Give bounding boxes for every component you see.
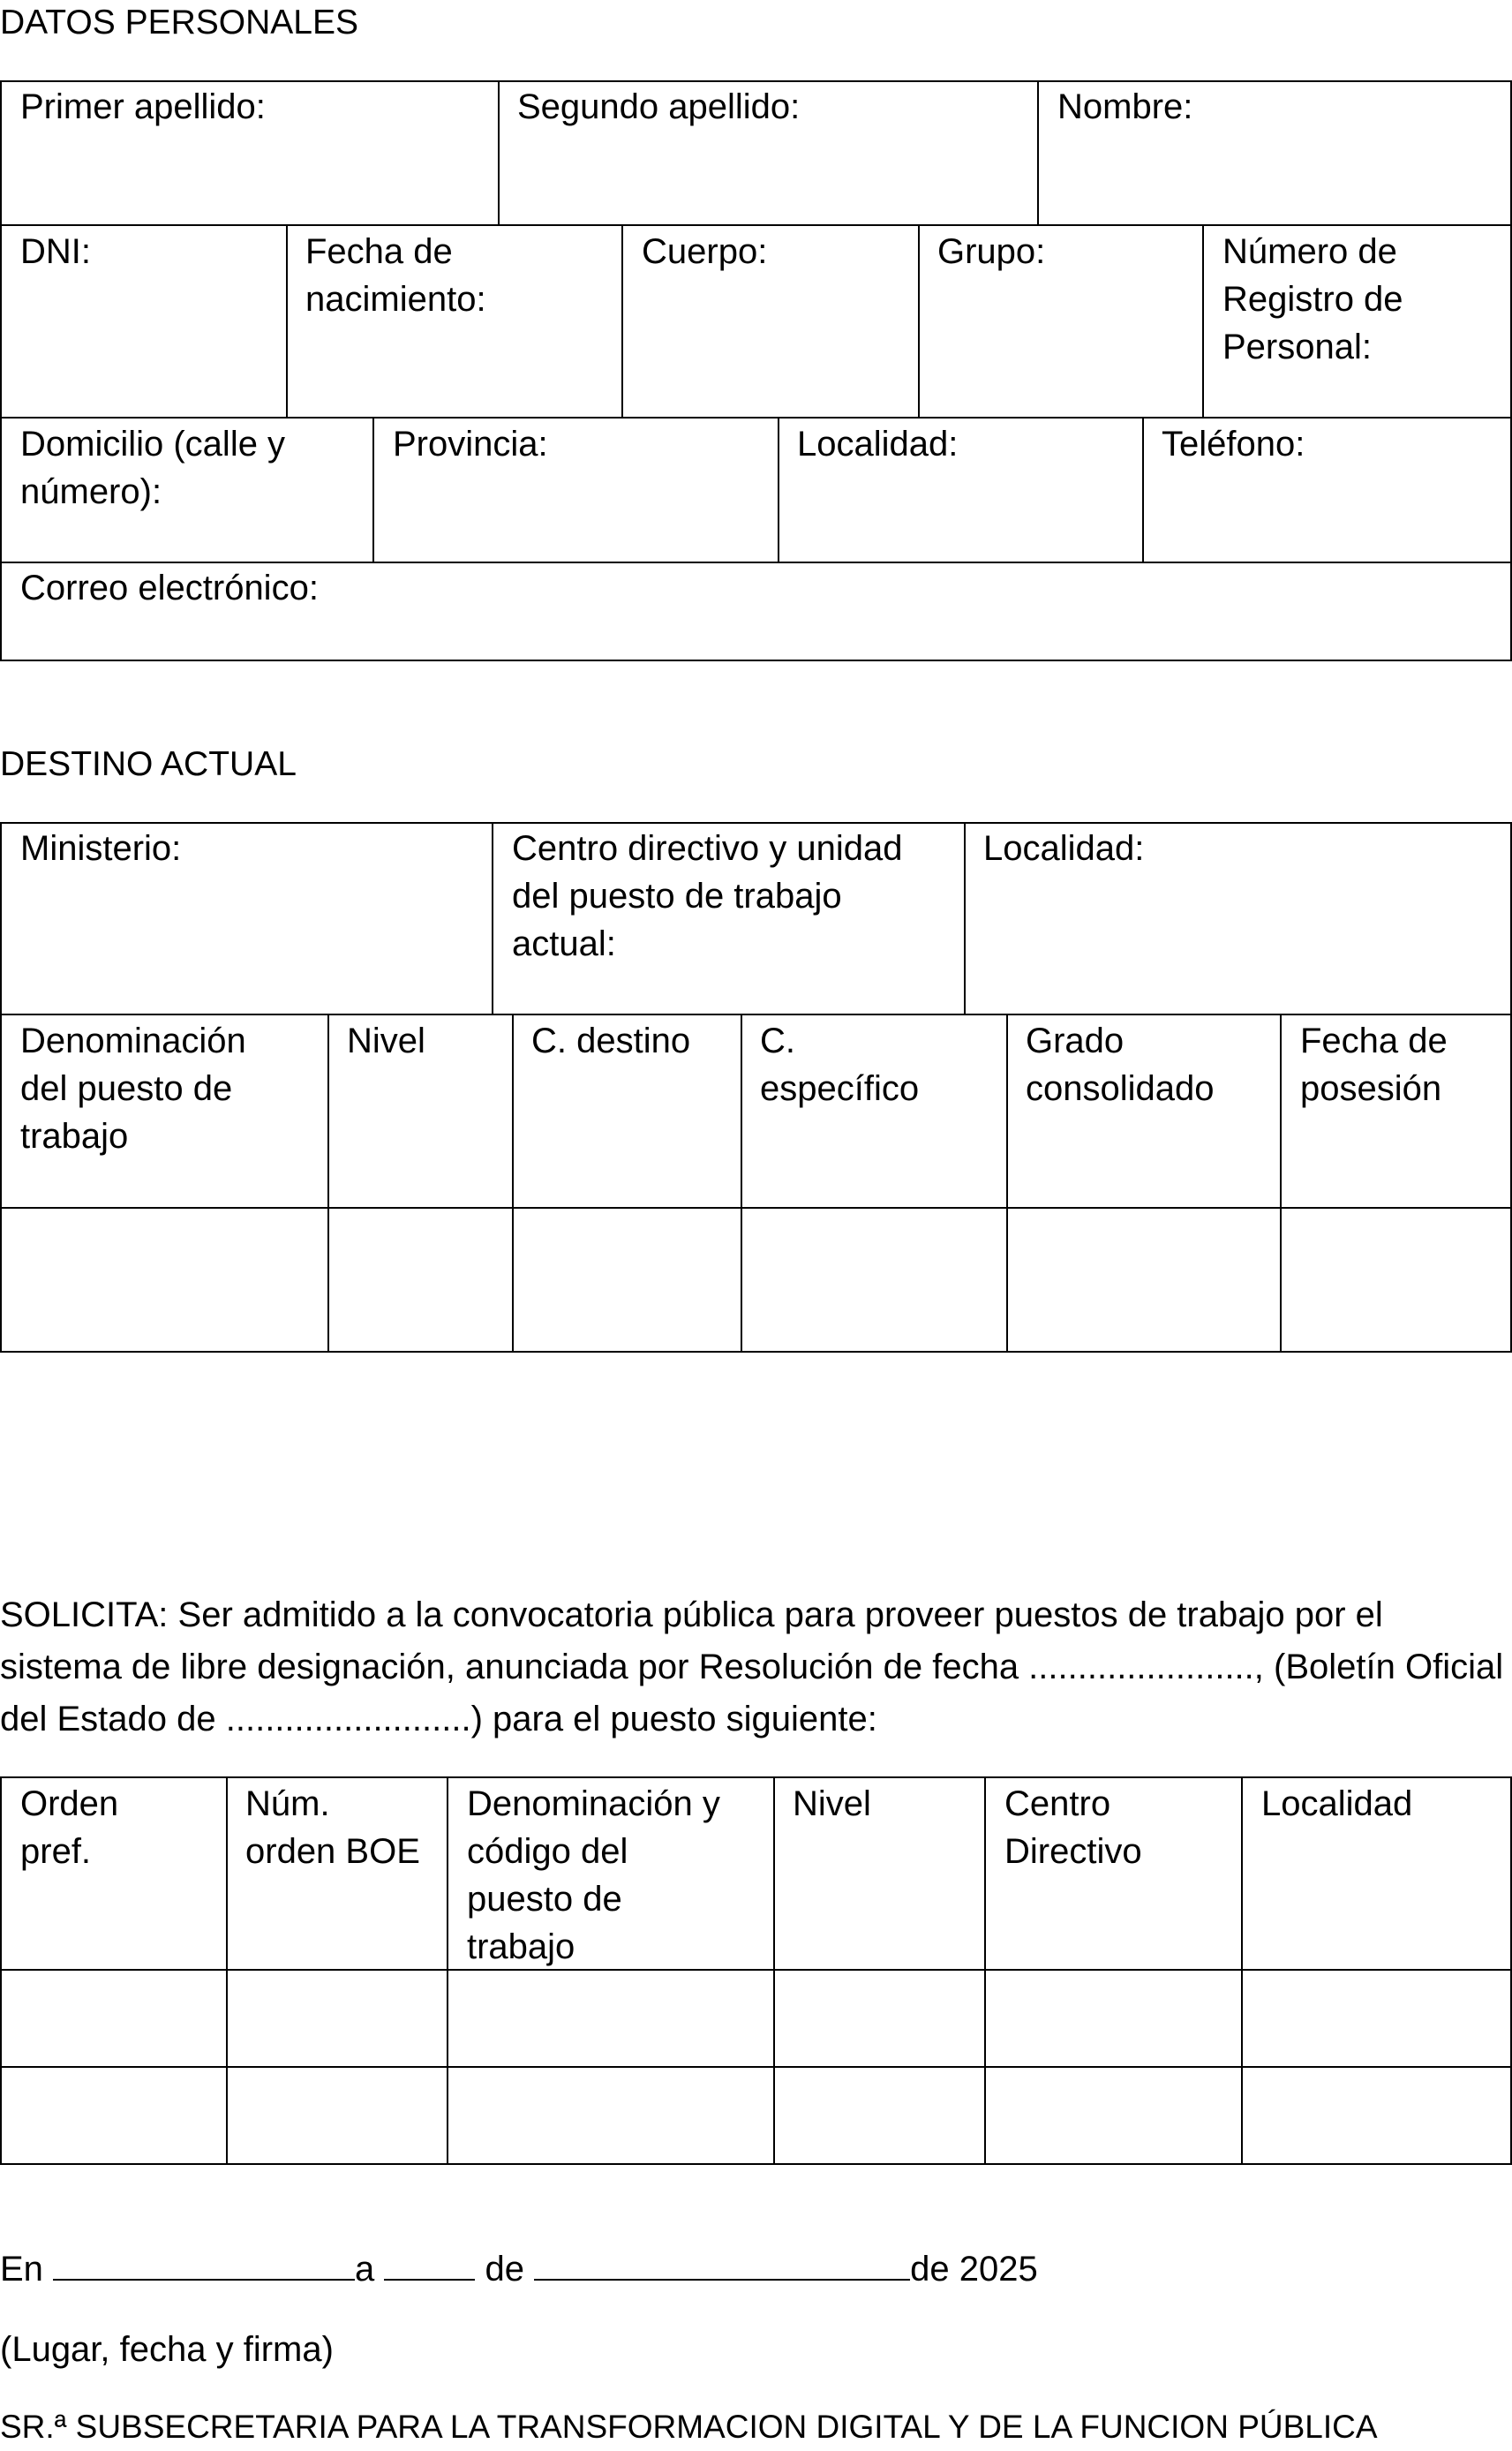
table-border <box>0 224 1512 226</box>
label-correo-electronico: Correo electrónico: <box>20 569 319 607</box>
label-a: a <box>355 2250 385 2289</box>
footer-destinatario: SR.ª SUBSECRETARIA PARA LA TRANSFORMACION DIGITAL Y DE LA FUNCION PÚBLICA <box>0 2409 1378 2445</box>
table-border <box>984 1776 986 2165</box>
table-border <box>0 822 1512 824</box>
table-border <box>0 1207 1512 1209</box>
table-border <box>918 224 920 419</box>
label-c-destino: C. destino <box>531 1022 691 1060</box>
label-de-year: de 2025 <box>910 2250 1038 2289</box>
label-telefono: Teléfono: <box>1162 425 1305 464</box>
table-border <box>0 80 1512 82</box>
puestos-table <box>0 1766 1512 2172</box>
blank-lugar <box>53 2249 355 2281</box>
header-num-orden-boe: Núm. orden BOE <box>245 1784 420 1871</box>
table-border <box>778 417 779 563</box>
table-border <box>1006 1014 1008 1353</box>
table-border <box>498 80 500 226</box>
datos-personales-table <box>0 0 1512 671</box>
table-border <box>226 1776 228 2165</box>
table-border <box>1280 1014 1282 1353</box>
header-nivel: Nivel <box>793 1784 871 1823</box>
table-border <box>0 417 1512 419</box>
table-border <box>0 1776 2 2165</box>
label-de: de <box>475 2250 535 2289</box>
table-border <box>492 822 493 1015</box>
table-border <box>1202 224 1204 419</box>
label-domicilio: Domicilio (calle y número): <box>20 425 286 511</box>
signature-line <box>0 2248 1038 2290</box>
table-border <box>372 417 374 563</box>
label-grado-consolidado: Grado consolidado <box>1026 1022 1215 1108</box>
table-border <box>0 80 2 661</box>
destino-actual-table <box>0 812 1512 1360</box>
label-centro-directivo: Centro directivo y unidad del puesto de trabajo actual: <box>512 829 903 963</box>
label-c-especifico: C. específico <box>760 1022 920 1108</box>
table-border <box>0 822 2 1353</box>
label-grupo: Grupo: <box>937 232 1046 271</box>
label-primer-apellido: Primer apellido: <box>20 87 266 126</box>
section-title-datos-personales: DATOS PERSONALES <box>0 4 359 41</box>
table-border <box>1142 417 1144 563</box>
table-border <box>286 224 288 419</box>
table-border <box>964 822 966 1015</box>
label-localidad: Localidad: <box>797 425 959 464</box>
table-border <box>0 562 1512 563</box>
blank-dia <box>384 2249 475 2281</box>
header-orden-pref: Orden pref. <box>20 1784 119 1871</box>
label-nivel: Nivel <box>347 1022 425 1060</box>
solicita-paragraph: SOLICITA: Ser admitido a la convocatoria pública para proveer puestos de trabajo por el sistema de libre designación, anunciada por Resolución de fecha ......................., (Boletín Oficial del Estado de .........................) para el puesto siguiente: <box>0 1595 1504 1738</box>
label-ministerio: Ministerio: <box>20 829 182 868</box>
table-border <box>773 1776 775 2165</box>
signature-caption: (Lugar, fecha y firma) <box>0 2330 334 2369</box>
section-title-destino-actual: DESTINO ACTUAL <box>0 745 297 783</box>
table-border <box>0 1014 1512 1015</box>
table-border <box>1241 1776 1243 2165</box>
blank-mes <box>534 2249 910 2281</box>
label-dni: DNI: <box>20 232 91 271</box>
label-nombre: Nombre: <box>1057 87 1193 126</box>
label-provincia: Provincia: <box>393 425 548 464</box>
label-en: En <box>0 2250 54 2289</box>
label-fecha-posesion: Fecha de posesión <box>1300 1022 1448 1108</box>
table-border <box>327 1014 329 1353</box>
label-localidad-destino: Localidad: <box>983 829 1145 868</box>
label-numero-registro-personal: Número de Registro de Personal: <box>1222 232 1403 366</box>
table-border <box>621 224 623 419</box>
label-fecha-nacimiento: Fecha de nacimiento: <box>305 232 486 319</box>
header-denominacion-codigo: Denominación y código del puesto de trabajo <box>467 1784 720 1966</box>
table-border <box>0 1351 1512 1353</box>
header-localidad: Localidad <box>1261 1784 1413 1823</box>
table-border <box>447 1776 448 2165</box>
label-segundo-apellido: Segundo apellido: <box>517 87 801 126</box>
label-cuerpo: Cuerpo: <box>642 232 768 271</box>
table-border <box>741 1014 742 1353</box>
label-denominacion-puesto: Denominación del puesto de trabajo <box>20 1022 246 1156</box>
table-border <box>0 660 1512 661</box>
header-centro-directivo: Centro Directivo <box>1004 1784 1142 1871</box>
table-border <box>512 1014 514 1353</box>
table-border <box>1037 80 1039 226</box>
